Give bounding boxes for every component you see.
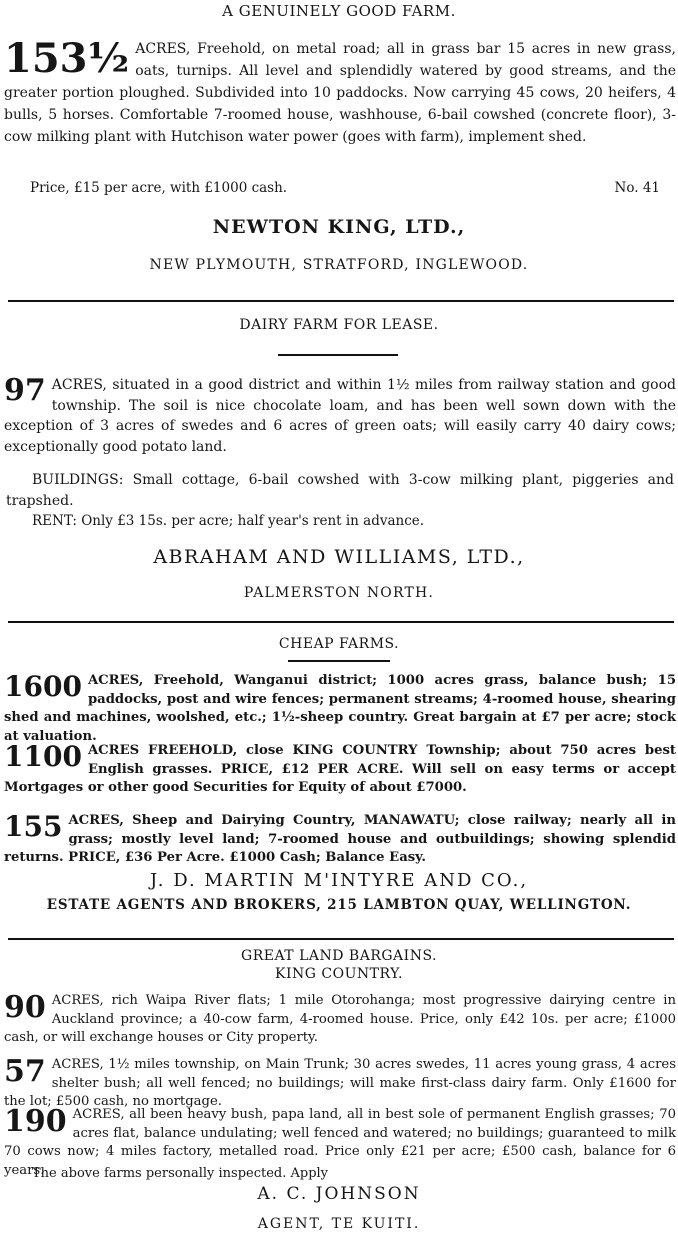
- divider-2: [8, 621, 674, 623]
- ad4-listing-2-acreage: 57: [4, 1054, 46, 1089]
- ad3-locations: ESTATE AGENTS AND BROKERS, 215 LAMBTON QUAY, WELLINGTON.: [46, 897, 632, 913]
- ad1-firm: NEWTON KING, LTD.,: [212, 216, 466, 238]
- ad3-listing-2-body: ACRES FREEHOLD, close KING COUNTRY Township; about 750 acres best English grasses. PRICE, £12 PER ACRE. Will sell on easy terms or accept Mortgages or other good Securities for Equity of about £7000.: [4, 743, 676, 795]
- ad3-firm: J. D. MARTIN M'INTYRE AND CO.,: [149, 870, 529, 891]
- ad4-listing-1-body: ACRES, rich Waipa River flats; 1 mile Otorohanga; most progressive dairying centre in Auckland province; a 40-cow farm, 4-roomed house. Price, only £42 10s. per acre; £1000 cash, or will exchange houses or City property.: [4, 993, 676, 1045]
- ad1-locations: NEW PLYMOUTH, STRATFORD, INGLEWOOD.: [149, 257, 529, 273]
- ad2-acreage: 97: [4, 373, 46, 408]
- ad4-listing-3-acreage: 190: [4, 1104, 67, 1139]
- ad2-listing: [4, 375, 676, 457]
- ad1-price: Price, £15 per acre, with £1000 cash.: [30, 180, 288, 196]
- ad2-heading: DAIRY FARM FOR LEASE.: [239, 317, 439, 333]
- ad1-ref-no: No. 41: [614, 180, 660, 196]
- ad4-subheading: KING COUNTRY.: [275, 966, 403, 982]
- ad4-listing-2-body: ACRES, 1½ miles township, on Main Trunk; 30 acres swedes, 11 acres young grass, 4 acres shelter bush; all well fenced; no buildings; will make first-class dairy farm. Only £1600 for the lot; £500 cash, no mortgage.: [4, 1057, 676, 1109]
- ad4-listing-1-acreage: 90: [4, 990, 46, 1025]
- divider-3: [8, 938, 674, 940]
- ad3-listing-1: [4, 672, 676, 746]
- ad2-rent: RENT: Only £3 15s. per acre; half year's rent in advance.: [32, 513, 425, 529]
- ad1-acreage: 153½: [4, 35, 130, 82]
- divider-1: [8, 300, 674, 302]
- ad2-firm: ABRAHAM AND WILLIAMS, LTD.,: [153, 546, 525, 568]
- ad4-firm: A. C. JOHNSON: [257, 1184, 421, 1204]
- ad4-heading: GREAT LAND BARGAINS.: [241, 948, 437, 964]
- ad4-locations: AGENT, TE KUITI.: [257, 1216, 421, 1232]
- ad3-listing-2-acreage: 1100: [4, 740, 82, 773]
- ad4-listing-1: [4, 992, 676, 1048]
- ad3-listing-3-body: ACRES, Sheep and Dairying Country, MANAWATU; close railway; nearly all in grass; mostly level land; 7-roomed house and outbuildings; showing splendid returns. PRICE, £36 Per Acre. £1000 Cash; Balance Easy.: [4, 813, 676, 865]
- ad3-listing-3-acreage: 155: [4, 810, 63, 843]
- ad2-heading-rule: [278, 354, 398, 356]
- ad2-body: ACRES, situated in a good district and within 1½ miles from railway station and good township. The soil is nice chocolate loam, and has been well sown down with the exception of 3 acres of swedes and 6 acres of green oats; will easily carry 40 dairy cows; exceptionally good potato land.: [4, 377, 676, 455]
- ad3-listing-1-body: ACRES, Freehold, Wanganui district; 1000 acres grass, balance bush; 15 paddocks, post and wire fences; permanent streams; 4-roomed house, shearing shed and machines, woolshed, etc.; 1½-sheep country. Great bargain at £7 per acre; stock at valuation.: [4, 673, 676, 744]
- ad4-footer: The above farms personally inspected. Apply: [32, 1166, 329, 1181]
- ad1-body: ACRES, Freehold, on metal road; all in grass bar 15 acres in new grass, oats, turnips. All level and splendidly watered by good streams, and the greater portion ploughed. Subdivided into 10 paddocks. Now carrying 45 cows, 20 heifers, 4 bulls, 5 horses. Comfortable 7-roomed house, washhouse, 6-bail cowshed (concrete floor), 3-cow milking plant with Hutchison water power (goes with farm), implement shed.: [4, 41, 676, 145]
- ad3-listing-1-acreage: 1600: [4, 670, 82, 703]
- ad4-listing-3-body: ACRES, all been heavy bush, papa land, all in best sole of permanent English grasses; 70 acres flat, balance undulating; well fenced and watered; no buildings; guaranteed to milk 70 cows now; 4 miles factory, metalled road. Price only £21 per acre; £500 cash, balance for 6 years.: [4, 1107, 676, 1178]
- ad3-heading-rule: [288, 660, 390, 662]
- ad3-listing-3: [4, 812, 676, 868]
- ad1-listing: [4, 35, 676, 148]
- ad2-locations: PALMERSTON NORTH.: [243, 585, 435, 601]
- ad3-heading: CHEAP FARMS.: [278, 636, 400, 652]
- ad4-listing-2: [4, 1056, 676, 1112]
- ad3-listing-2: [4, 742, 676, 798]
- ad2-buildings-block: [6, 470, 674, 511]
- ad2-buildings: BUILDINGS: Small cottage, 6-bail cowshed with 3-cow milking plant, piggeries and trapshed.: [6, 472, 674, 509]
- ad1-price-row: [30, 180, 660, 196]
- ad1-heading: A GENUINELY GOOD FARM.: [222, 2, 456, 20]
